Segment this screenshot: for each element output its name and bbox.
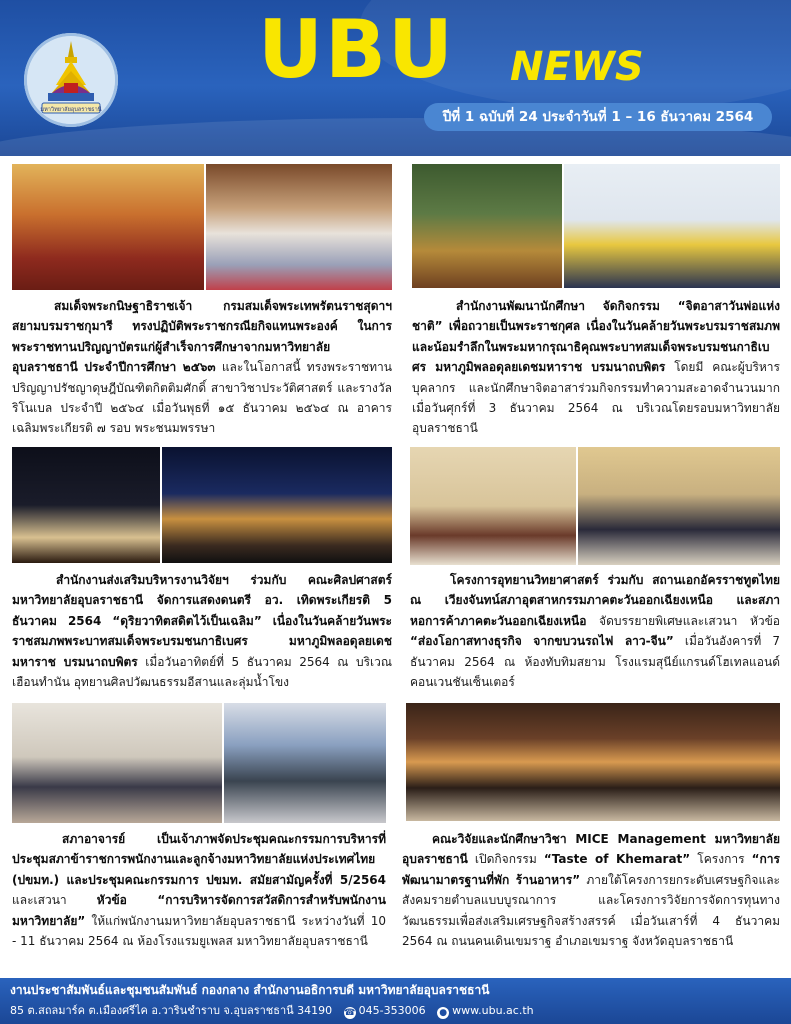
seminar-group-photo	[578, 447, 780, 565]
news-3-photo	[12, 447, 392, 563]
news-1-text	[12, 296, 392, 439]
news-3-headline: สำนักงานส่งเสริมบริหารงานวิจัยฯ ร่วมกับ คณะศิลปศาสตร์ มหาวิทยาลัยอุบลราชธานี จัดการแสดงดนตรี อว. เทิดพระเกียรติ 5 ธันวาคม 2564 “ดุริยวาทิตสดิตไว้เป็นเฉลิม” เนื่องในวันคล้ายวันพระราชสมภพพระบาทสมเด็จพระบรมชนกาธิเบศร มหาภูมิพลอดุลยเดชมหาราช บรมนาถบพิตร	[12, 573, 392, 669]
news-3-body: เมื่อวันอาทิตย์ที่ 5 ธันวาคม 2564 ณ บริเวณเฮือนทำนัน อุทยานศิลปวัฒนธรรมอีสานและลุ่มน้ำโขง	[12, 654, 392, 690]
news-4-text	[410, 570, 780, 692]
graduation-hall-photo	[206, 164, 392, 290]
news-6-headline: คณะวิจัยและนักศึกษาวิชา MICE Management มหาวิทยาลัยอุบลราชธานี	[402, 832, 780, 867]
graduation-ceremony-photo	[12, 164, 204, 290]
news-4-headline: โครงการอุทยานวิทยาศาสตร์ ร่วมกับ สถานเอกอัครราชทูตไทย ณ เวียงจันทน์สภาอุตสาหกรรมภาคตะวันออกเฉียงเหนือ และสภาหอการค้าภาคตะวันออกเฉียงเหนือ	[410, 573, 780, 628]
news-6-text	[402, 829, 780, 951]
university-logo	[24, 33, 118, 127]
logo-caption: มหาวิทยาลัยอุบลราชธานี	[40, 107, 102, 113]
meeting-group-photo	[12, 703, 222, 823]
footer-website[interactable]: www.ubu.ac.th	[452, 1004, 534, 1017]
volunteer-group-photo	[564, 164, 780, 288]
news-5-body-cont: ให้แก่พนักงานมหาวิทยาลัยอุบลราชธานี ระหว่างวันที่ 10 - 11 ธันวาคม 2564 ณ ห้องโรงแรมยูเพลส มหาวิทยาลัยอุบลราชธานี	[12, 913, 386, 949]
concert-speaker-photo	[12, 447, 160, 563]
news-1-headline: สมเด็จพระกนิษฐาธิราชเจ้า กรมสมเด็จพระเทพรัตนราชสุดาฯ สยามบรมราชกุมารี ทรงปฏิบัติพระราชกรณียกิจแทนพระองค์ ในการพระราชทานปริญญาบัตรแก่ผู้สำเร็จการศึกษาจากมหาวิทยาลัยอุบลราชธานี ประจำปีการศึกษา ๒๕๖๓	[12, 299, 392, 375]
news-5-topic: หัวข้อ “การบริหารจัดการสวัสดิการสำหรับพนักงานมหาวิทยาลัย”	[12, 893, 386, 928]
masthead	[0, 0, 791, 156]
khemarat-event-photo	[406, 703, 780, 821]
footer	[0, 978, 791, 1024]
news-2-headline: สำนักงานพัฒนานักศึกษา จัดกิจกรรม “จิตอาสาวันพ่อแห่งชาติ” เพื่อถวายเป็นพระราชกุศล เนื่องในวันคล้ายวันพระบรมราชสมภพและน้อมรำลึกในพระมหากรุณาธิคุณพระบาทสมเด็จพระบรมชนกาธิเบศร มหาภูมิพลอดุลยเดชมหาราช บรมนาถบพิตร	[412, 299, 780, 375]
news-5-headline: สภาอาจารย์ เป็นเจ้าภาพจัดประชุมคณะกรรมการบริหารที่ประชุมสภาข้าราชการพนักงานและลูกจ้างมหาวิทยาลัยแห่งประเทศไทย (ปขมท.) และประชุมคณะกรรมการ ปขมท. สมัยสามัญครั้งที่ 5/2564	[12, 832, 386, 887]
footer-office: งานประชาสัมพันธ์และชุมชนสัมพันธ์ กองกลาง สำนักงานอธิการบดี มหาวิทยาลัยอุบลราชธานี	[10, 983, 490, 997]
seminar-panel-photo	[410, 447, 576, 565]
footer-address: 85 ต.สถลมาร์ค ต.เมืองศรีไค อ.วารินชำราบ จ.อุบลราชธานี 34190	[10, 1004, 333, 1017]
masthead-subtitle: NEWS	[510, 44, 644, 90]
news-6-body-end: ภายใต้โครงการยกระดับเศรษฐกิจและสังคมรายตำบลแบบบูรณาการ และโครงการวิจัยการจัดการทุนทางวัฒนธรรมเพื่อส่งเสริมเศรษฐกิจสร้างสรรค์ เมื่อวันเสาร์ที่ 4 ธันวาคม 2564 ณ ถนนคนเดินเขมราฐ อำเภอเขมราฐ จังหวัดอุบลราชธานี	[402, 872, 780, 949]
pagoda-emblem-icon	[24, 33, 118, 127]
news-4-body: จัดบรรยายพิเศษและเสวนา หัวข้อ	[586, 613, 780, 628]
news-3-text	[12, 570, 392, 692]
phone-icon: ☎	[344, 1008, 356, 1018]
news-4-body-cont: เมื่อวันอังคารที่ 7 ธันวาคม 2564 ณ ห้องทับทิมสยาม โรงแรมสุนีย์แกรนด์โฮเทลแอนด์คอนเวนชันเซ็นเตอร์	[410, 634, 780, 690]
news-6-project-name: “การพัฒนามาตรฐานที่พัก ร้านอาหาร”	[402, 852, 780, 887]
footer-phone: 045-353006	[358, 1004, 426, 1017]
masthead-title: UBU	[258, 3, 455, 96]
news-4-topic: “ส่องโอกาสทางธุรกิจ จากขบวนรถไฟ ลาว-จีน”	[410, 634, 674, 649]
news-1-photo	[12, 164, 392, 290]
globe-icon: ●	[437, 1007, 449, 1019]
news-4-photo	[410, 447, 780, 565]
volunteer-speaker-photo	[412, 164, 562, 288]
news-5-body: และเสวนา	[12, 893, 97, 908]
news-5-photo	[12, 703, 386, 823]
news-1-body: และในโอกาสนี้ ทรงพระราชทานปริญญาปรัชญาดุษฎีบัณฑิตกิตติมศักดิ์ สาขาวิชาประวัติศาสตร์ และรางวัลริโนเบล ประจำปี ๒๕๖๔ เมื่อวันพุธที่ ๑๕ ธันวาคม ๒๕๖๔ ณ อาคารเฉลิมพระเกียรติ ๗ รอบ พระชนมพรรษา	[12, 360, 392, 436]
issue-banner: ปีที่ 1 ฉบับที่ 24 ประจำวันที่ 1 – 16 ธันวาคม 2564	[424, 103, 772, 131]
news-6-event-name: “Taste of Khemarat”	[543, 852, 691, 867]
news-6-body: เปิดกิจกรรม	[467, 852, 544, 867]
concert-stage-photo	[162, 447, 392, 563]
news-5-text	[12, 829, 386, 951]
news-2-body: โดยมี คณะผู้บริหาร บุคลากร และนักศึกษาจิตอาสาร่วมกิจกรรมทำความสะอาดจำนวนมาก เมื่อวันศุกร์ที่ 3 ธันวาคม 2564 ณ บริเวณโดยรอบมหาวิทยาลัยอุบลราชธานี	[412, 360, 780, 436]
news-6-body-cont: โครงการ	[690, 852, 752, 867]
news-2-text	[412, 296, 780, 439]
news-6-photo	[406, 703, 780, 821]
footer-contact	[10, 1003, 534, 1019]
meeting-room-photo	[224, 703, 386, 823]
news-2-photo	[412, 164, 780, 288]
